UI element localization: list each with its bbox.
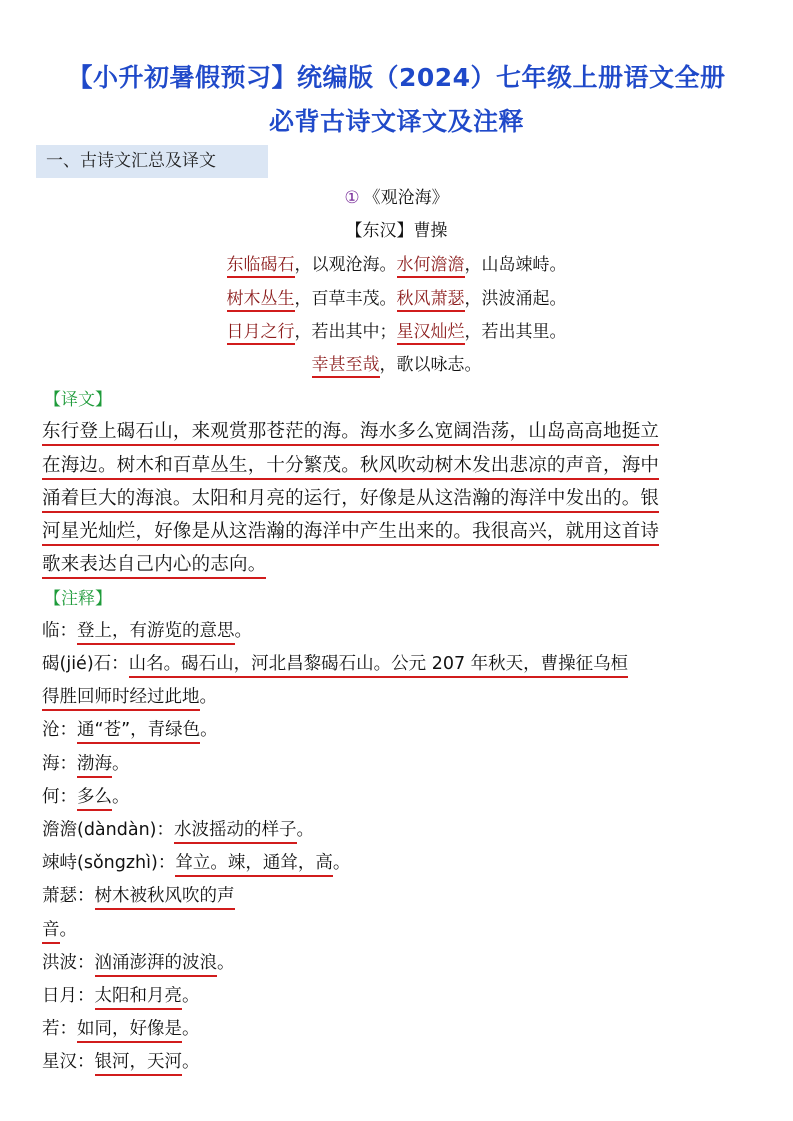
note-item	[42, 1048, 200, 1073]
note-item	[42, 650, 628, 675]
note-item	[42, 1015, 200, 1040]
note-end: 。	[59, 920, 77, 940]
note-term: 碣(jié)石：	[42, 654, 129, 674]
note-definition: 多么	[77, 787, 112, 811]
note-end: 。	[200, 720, 218, 740]
section-heading: 一、古诗文汇总及译文	[36, 145, 268, 178]
poem-keyword: 东临碣石	[227, 255, 295, 278]
note-end: 。	[182, 986, 200, 1006]
poem-author: 【东汉】曹操	[345, 221, 448, 241]
note-item	[42, 816, 314, 841]
note-item	[42, 949, 235, 974]
poem-line	[0, 250, 793, 275]
note-item	[42, 882, 235, 907]
notes-label: 【注释】	[44, 589, 112, 609]
note-end: 。	[234, 621, 252, 641]
note-item	[42, 982, 200, 1007]
note-definition: 通“苍”，青绿色	[77, 720, 200, 744]
note-term: 日月：	[42, 986, 95, 1006]
note-definition: 汹涌澎湃的波浪	[95, 953, 218, 977]
note-item	[42, 916, 77, 941]
translation-text: 东行登上碣石山，来观赏那苍茫的海。海水多么宽阔浩荡，山岛高高地挺立	[42, 421, 659, 446]
note-item	[42, 750, 130, 775]
poem-text: ，百草丰茂。	[294, 289, 397, 309]
poem-title	[0, 183, 793, 208]
poem-keyword: 星汉灿烂	[397, 322, 465, 345]
note-end: 。	[112, 754, 130, 774]
note-end: 。	[332, 853, 351, 873]
note-definition: 山名。碣石山，河北昌黎碣石山。公元 207 年秋天，曹操征乌桓	[129, 654, 629, 678]
page-title-line1: 【小升初暑假预习】统编版（2024）七年级上册语文全册	[67, 63, 726, 92]
note-term: 若：	[42, 1019, 77, 1039]
note-definition: 耸立。竦，通耸，高	[175, 853, 333, 877]
translation-line	[42, 451, 752, 477]
note-term: 星汉：	[42, 1052, 95, 1072]
translation-text: 在海边。树木和百草丛生，十分繁茂。秋风吹动树木发出悲凉的声音，海中	[42, 455, 659, 480]
note-end: 。	[217, 953, 235, 973]
note-definition: 登上，有游览的意思	[77, 621, 235, 645]
note-term: 海：	[42, 754, 77, 774]
poem-keyword: 树木丛生	[227, 289, 295, 312]
translation-line	[42, 517, 752, 543]
note-term: 沧：	[42, 720, 77, 740]
note-definition: 银河，天河	[95, 1052, 183, 1076]
translation-label: 【译文】	[44, 390, 112, 410]
translation-line	[42, 550, 752, 576]
poem-keyword: 日月之行	[227, 322, 295, 345]
note-definition: 太阳和月亮	[95, 986, 183, 1010]
note-term: 萧瑟：	[42, 886, 95, 906]
note-definition: 树木被秋风吹的声	[95, 886, 235, 910]
poem-text: ，若出其里。	[464, 322, 567, 342]
poem-keyword: 水何澹澹	[397, 255, 465, 278]
note-end: 。	[182, 1052, 200, 1072]
note-item	[42, 783, 130, 808]
poem-number: ①	[344, 188, 360, 208]
note-item	[42, 683, 217, 708]
translation-line	[42, 484, 752, 510]
note-definition: 水波摇动的样子	[174, 820, 297, 844]
poem-keyword: 幸甚至哉	[312, 355, 380, 378]
note-definition: 如同，好像是	[77, 1019, 182, 1043]
poem-line	[0, 350, 793, 375]
note-item	[42, 716, 218, 741]
note-end: 。	[199, 687, 217, 707]
translation-line	[42, 417, 752, 443]
note-definition: 渤海	[77, 754, 112, 778]
poem-text: ，以观沧海。	[294, 255, 397, 275]
note-term: 澹澹(dàndàn)：	[42, 820, 175, 840]
note-term: 竦峙(sǒngzhì)：	[42, 853, 176, 873]
note-definition: 得胜回师时经过此地	[42, 687, 200, 711]
poem-text: ，山岛竦峙。	[464, 255, 567, 275]
note-end: 。	[182, 1019, 200, 1039]
translation-text: 歌来表达自己内心的志向。	[42, 554, 266, 579]
translation-text: 河星光灿烂，好像是从这浩瀚的海洋中产生出来的。我很高兴，就用这首诗	[42, 521, 659, 546]
note-end: 。	[296, 820, 315, 840]
note-term: 临：	[42, 621, 77, 641]
poem-line	[0, 317, 793, 342]
page-title-line2: 必背古诗文译文及注释	[268, 107, 524, 136]
note-end: 。	[112, 787, 130, 807]
note-item	[42, 617, 252, 642]
note-term: 洪波：	[42, 953, 95, 973]
note-definition: 音	[42, 920, 60, 944]
poem-keyword: 秋风萧瑟	[397, 289, 465, 312]
note-term: 何：	[42, 787, 77, 807]
poem-line	[0, 284, 793, 309]
poem-text: ，若出其中；	[294, 322, 397, 342]
poem-text: ，歌以咏志。	[379, 355, 482, 375]
note-item	[42, 849, 350, 874]
translation-text: 涌着巨大的海浪。太阳和月亮的运行，好像是从这浩瀚的海洋中发出的。银	[42, 488, 659, 513]
poem-title-text: 《观沧海》	[363, 188, 449, 208]
poem-text: ，洪波涌起。	[464, 289, 567, 309]
